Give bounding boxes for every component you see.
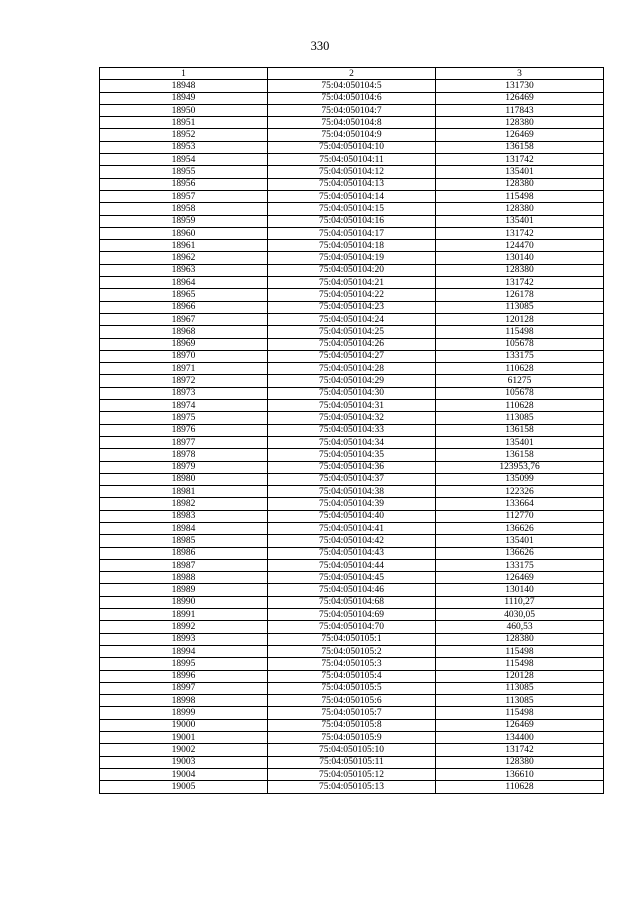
cadastral-number-cell: 75:04:050105:6 [268, 695, 436, 707]
value-cell: 128380 [436, 756, 604, 768]
row-number-cell: 18981 [100, 486, 268, 498]
table-row [100, 301, 604, 313]
row-number-cell: 19002 [100, 744, 268, 756]
cadastral-number-cell: 75:04:050104:45 [268, 572, 436, 584]
table-row [100, 80, 604, 92]
cadastral-number-cell: 75:04:050105:13 [268, 781, 436, 793]
value-cell: 115498 [436, 326, 604, 338]
value-cell: 115498 [436, 707, 604, 719]
value-cell: 110628 [436, 400, 604, 412]
table-row [100, 436, 604, 448]
cadastral-number-cell: 75:04:050104:21 [268, 277, 436, 289]
value-cell: 133175 [436, 559, 604, 571]
row-number-cell: 18994 [100, 645, 268, 657]
cadastral-number-cell: 75:04:050104:31 [268, 400, 436, 412]
table-row [100, 326, 604, 338]
table-row [100, 104, 604, 116]
cadastral-number-cell: 75:04:050105:8 [268, 719, 436, 731]
row-number-cell: 18982 [100, 498, 268, 510]
cadastral-number-cell: 75:04:050104:17 [268, 227, 436, 239]
row-number-cell: 18951 [100, 117, 268, 129]
row-number-cell: 18967 [100, 313, 268, 325]
value-cell: 123953,76 [436, 461, 604, 473]
table-row [100, 449, 604, 461]
cadastral-number-cell: 75:04:050104:12 [268, 166, 436, 178]
value-cell: 115498 [436, 645, 604, 657]
table-row [100, 559, 604, 571]
row-number-cell: 18956 [100, 178, 268, 190]
table-row [100, 375, 604, 387]
row-number-cell: 18950 [100, 104, 268, 116]
row-number-cell: 18993 [100, 633, 268, 645]
cadastral-number-cell: 75:04:050104:70 [268, 621, 436, 633]
value-cell: 128380 [436, 264, 604, 276]
value-cell: 460,53 [436, 621, 604, 633]
row-number-cell: 18987 [100, 559, 268, 571]
row-number-cell: 18990 [100, 596, 268, 608]
value-cell: 113085 [436, 301, 604, 313]
value-cell: 135099 [436, 473, 604, 485]
row-number-cell: 18988 [100, 572, 268, 584]
row-number-cell: 18963 [100, 264, 268, 276]
cadastral-number-cell: 75:04:050105:10 [268, 744, 436, 756]
row-number-cell: 18995 [100, 658, 268, 670]
value-cell: 136626 [436, 547, 604, 559]
table-row [100, 522, 604, 534]
table-row [100, 190, 604, 202]
row-number-cell: 18968 [100, 326, 268, 338]
value-cell: 122326 [436, 486, 604, 498]
cadastral-number-cell: 75:04:050104:18 [268, 240, 436, 252]
row-number-cell: 18983 [100, 510, 268, 522]
value-cell: 4030,05 [436, 609, 604, 621]
cadastral-number-cell: 75:04:050104:38 [268, 486, 436, 498]
value-cell: 128380 [436, 203, 604, 215]
column-header-3: 3 [436, 68, 604, 80]
row-number-cell: 18978 [100, 449, 268, 461]
row-number-cell: 18960 [100, 227, 268, 239]
row-number-cell: 18966 [100, 301, 268, 313]
value-cell: 131730 [436, 80, 604, 92]
cadastral-number-cell: 75:04:050104:42 [268, 535, 436, 547]
cadastral-number-cell: 75:04:050104:35 [268, 449, 436, 461]
row-number-cell: 18979 [100, 461, 268, 473]
table-row [100, 535, 604, 547]
cadastral-number-cell: 75:04:050104:11 [268, 154, 436, 166]
value-cell: 124470 [436, 240, 604, 252]
value-cell: 110628 [436, 363, 604, 375]
value-cell: 136158 [436, 424, 604, 436]
value-cell: 131742 [436, 154, 604, 166]
cadastral-number-cell: 75:04:050104:9 [268, 129, 436, 141]
table-row [100, 744, 604, 756]
row-number-cell: 18949 [100, 92, 268, 104]
cadastral-number-cell: 75:04:050104:24 [268, 313, 436, 325]
row-number-cell: 18998 [100, 695, 268, 707]
value-cell: 126178 [436, 289, 604, 301]
row-number-cell: 18959 [100, 215, 268, 227]
table-row [100, 584, 604, 596]
value-cell: 133175 [436, 350, 604, 362]
table-row [100, 473, 604, 485]
table-row [100, 289, 604, 301]
column-header-2: 2 [268, 68, 436, 80]
table-row [100, 277, 604, 289]
cadastral-number-cell: 75:04:050104:23 [268, 301, 436, 313]
row-number-cell: 18974 [100, 400, 268, 412]
table-row [100, 227, 604, 239]
value-cell: 113085 [436, 695, 604, 707]
row-number-cell: 18991 [100, 609, 268, 621]
table-row [100, 719, 604, 731]
value-cell: 110628 [436, 781, 604, 793]
row-number-cell: 18972 [100, 375, 268, 387]
cadastral-number-cell: 75:04:050104:37 [268, 473, 436, 485]
column-header-1: 1 [100, 68, 268, 80]
cadastral-number-cell: 75:04:050104:27 [268, 350, 436, 362]
value-cell: 126469 [436, 92, 604, 104]
cadastral-number-cell: 75:04:050105:3 [268, 658, 436, 670]
row-number-cell: 18971 [100, 363, 268, 375]
cadastral-number-cell: 75:04:050105:4 [268, 670, 436, 682]
cadastral-number-cell: 75:04:050105:2 [268, 645, 436, 657]
table-row [100, 252, 604, 264]
table-row [100, 756, 604, 768]
cadastral-number-cell: 75:04:050105:7 [268, 707, 436, 719]
value-cell: 135401 [436, 535, 604, 547]
table-row [100, 400, 604, 412]
value-cell: 131742 [436, 277, 604, 289]
row-number-cell: 18952 [100, 129, 268, 141]
value-cell: 128380 [436, 178, 604, 190]
cadastral-number-cell: 75:04:050104:6 [268, 92, 436, 104]
cadastral-number-cell: 75:04:050104:34 [268, 436, 436, 448]
table-row [100, 338, 604, 350]
cadastral-number-cell: 75:04:050104:43 [268, 547, 436, 559]
cadastral-number-cell: 75:04:050104:28 [268, 363, 436, 375]
table-row [100, 621, 604, 633]
table-row [100, 695, 604, 707]
table-row [100, 313, 604, 325]
value-cell: 135401 [436, 436, 604, 448]
value-cell: 130140 [436, 252, 604, 264]
row-number-cell: 18953 [100, 141, 268, 153]
value-cell: 112770 [436, 510, 604, 522]
row-number-cell: 18989 [100, 584, 268, 596]
cadastral-number-cell: 75:04:050104:32 [268, 412, 436, 424]
row-number-cell: 18961 [100, 240, 268, 252]
value-cell: 126469 [436, 129, 604, 141]
value-cell: 105678 [436, 338, 604, 350]
table-row [100, 732, 604, 744]
row-number-cell: 18948 [100, 80, 268, 92]
table-row [100, 240, 604, 252]
row-number-cell: 18992 [100, 621, 268, 633]
table-row [100, 350, 604, 362]
cadastral-number-cell: 75:04:050104:39 [268, 498, 436, 510]
row-number-cell: 19000 [100, 719, 268, 731]
table-row [100, 363, 604, 375]
row-number-cell: 19001 [100, 732, 268, 744]
row-number-cell: 18958 [100, 203, 268, 215]
row-number-cell: 18976 [100, 424, 268, 436]
table-row [100, 412, 604, 424]
value-cell: 133664 [436, 498, 604, 510]
cadastral-number-cell: 75:04:050105:9 [268, 732, 436, 744]
value-cell: 126469 [436, 719, 604, 731]
table-row [100, 92, 604, 104]
row-number-cell: 18975 [100, 412, 268, 424]
table-row [100, 596, 604, 608]
table-row [100, 572, 604, 584]
table-row [100, 129, 604, 141]
table-row [100, 178, 604, 190]
table-row [100, 645, 604, 657]
row-number-cell: 18985 [100, 535, 268, 547]
cadastral-number-cell: 75:04:050104:26 [268, 338, 436, 350]
row-number-cell: 18996 [100, 670, 268, 682]
row-number-cell: 18977 [100, 436, 268, 448]
value-cell: 115498 [436, 190, 604, 202]
cadastral-number-cell: 75:04:050105:11 [268, 756, 436, 768]
table-row [100, 387, 604, 399]
cadastral-number-cell: 75:04:050104:36 [268, 461, 436, 473]
value-cell: 115498 [436, 658, 604, 670]
row-number-cell: 18954 [100, 154, 268, 166]
cadastral-number-cell: 75:04:050104:25 [268, 326, 436, 338]
cadastral-number-cell: 75:04:050105:12 [268, 768, 436, 780]
value-cell: 136626 [436, 522, 604, 534]
value-cell: 126469 [436, 572, 604, 584]
cadastral-number-cell: 75:04:050104:7 [268, 104, 436, 116]
value-cell: 120128 [436, 313, 604, 325]
row-number-cell: 19004 [100, 768, 268, 780]
table-row [100, 424, 604, 436]
table-row [100, 141, 604, 153]
row-number-cell: 18984 [100, 522, 268, 534]
row-number-cell: 18970 [100, 350, 268, 362]
row-number-cell: 18997 [100, 682, 268, 694]
row-number-cell: 18957 [100, 190, 268, 202]
cadastral-number-cell: 75:04:050104:29 [268, 375, 436, 387]
row-number-cell: 18999 [100, 707, 268, 719]
row-number-cell: 19003 [100, 756, 268, 768]
cadastral-number-cell: 75:04:050104:10 [268, 141, 436, 153]
value-cell: 120128 [436, 670, 604, 682]
row-number-cell: 18980 [100, 473, 268, 485]
cadastral-number-cell: 75:04:050104:69 [268, 609, 436, 621]
value-cell: 113085 [436, 682, 604, 694]
table-row [100, 768, 604, 780]
value-cell: 130140 [436, 584, 604, 596]
table-row [100, 682, 604, 694]
cadastral-number-cell: 75:04:050104:8 [268, 117, 436, 129]
row-number-cell: 18969 [100, 338, 268, 350]
row-number-cell: 18986 [100, 547, 268, 559]
value-cell: 131742 [436, 744, 604, 756]
table-row [100, 203, 604, 215]
cadastral-number-cell: 75:04:050104:41 [268, 522, 436, 534]
value-cell: 135401 [436, 166, 604, 178]
table-row [100, 658, 604, 670]
table-row [100, 633, 604, 645]
cadastral-number-cell: 75:04:050104:30 [268, 387, 436, 399]
cadastral-number-cell: 75:04:050104:46 [268, 584, 436, 596]
row-number-cell: 18973 [100, 387, 268, 399]
data-table [99, 67, 604, 794]
value-cell: 113085 [436, 412, 604, 424]
table-row [100, 264, 604, 276]
cadastral-number-cell: 75:04:050105:5 [268, 682, 436, 694]
cadastral-number-cell: 75:04:050104:14 [268, 190, 436, 202]
table-row [100, 609, 604, 621]
page-number: 330 [310, 39, 330, 53]
cadastral-number-cell: 75:04:050105:1 [268, 633, 436, 645]
cadastral-number-cell: 75:04:050104:68 [268, 596, 436, 608]
cadastral-number-cell: 75:04:050104:33 [268, 424, 436, 436]
table-row [100, 510, 604, 522]
table-row [100, 547, 604, 559]
cadastral-number-cell: 75:04:050104:40 [268, 510, 436, 522]
table-row [100, 486, 604, 498]
row-number-cell: 18965 [100, 289, 268, 301]
cadastral-number-cell: 75:04:050104:15 [268, 203, 436, 215]
cadastral-number-cell: 75:04:050104:22 [268, 289, 436, 301]
row-number-cell: 18955 [100, 166, 268, 178]
value-cell: 131742 [436, 227, 604, 239]
table-row [100, 461, 604, 473]
value-cell: 1110,27 [436, 596, 604, 608]
table-row [100, 670, 604, 682]
cadastral-number-cell: 75:04:050104:44 [268, 559, 436, 571]
value-cell: 117843 [436, 104, 604, 116]
table-row [100, 215, 604, 227]
row-number-cell: 18964 [100, 277, 268, 289]
cadastral-number-cell: 75:04:050104:16 [268, 215, 436, 227]
table-row [100, 781, 604, 793]
value-cell: 61275 [436, 375, 604, 387]
table-body [100, 80, 604, 793]
value-cell: 136158 [436, 449, 604, 461]
value-cell: 128380 [436, 633, 604, 645]
table-row [100, 498, 604, 510]
value-cell: 135401 [436, 215, 604, 227]
table-header-row [100, 68, 604, 80]
table-row [100, 166, 604, 178]
value-cell: 105678 [436, 387, 604, 399]
value-cell: 136158 [436, 141, 604, 153]
value-cell: 128380 [436, 117, 604, 129]
table-row [100, 117, 604, 129]
cadastral-number-cell: 75:04:050104:5 [268, 80, 436, 92]
row-number-cell: 19005 [100, 781, 268, 793]
table-row [100, 707, 604, 719]
table-row [100, 154, 604, 166]
cadastral-number-cell: 75:04:050104:20 [268, 264, 436, 276]
value-cell: 134400 [436, 732, 604, 744]
cadastral-number-cell: 75:04:050104:13 [268, 178, 436, 190]
row-number-cell: 18962 [100, 252, 268, 264]
cadastral-number-cell: 75:04:050104:19 [268, 252, 436, 264]
value-cell: 136610 [436, 768, 604, 780]
